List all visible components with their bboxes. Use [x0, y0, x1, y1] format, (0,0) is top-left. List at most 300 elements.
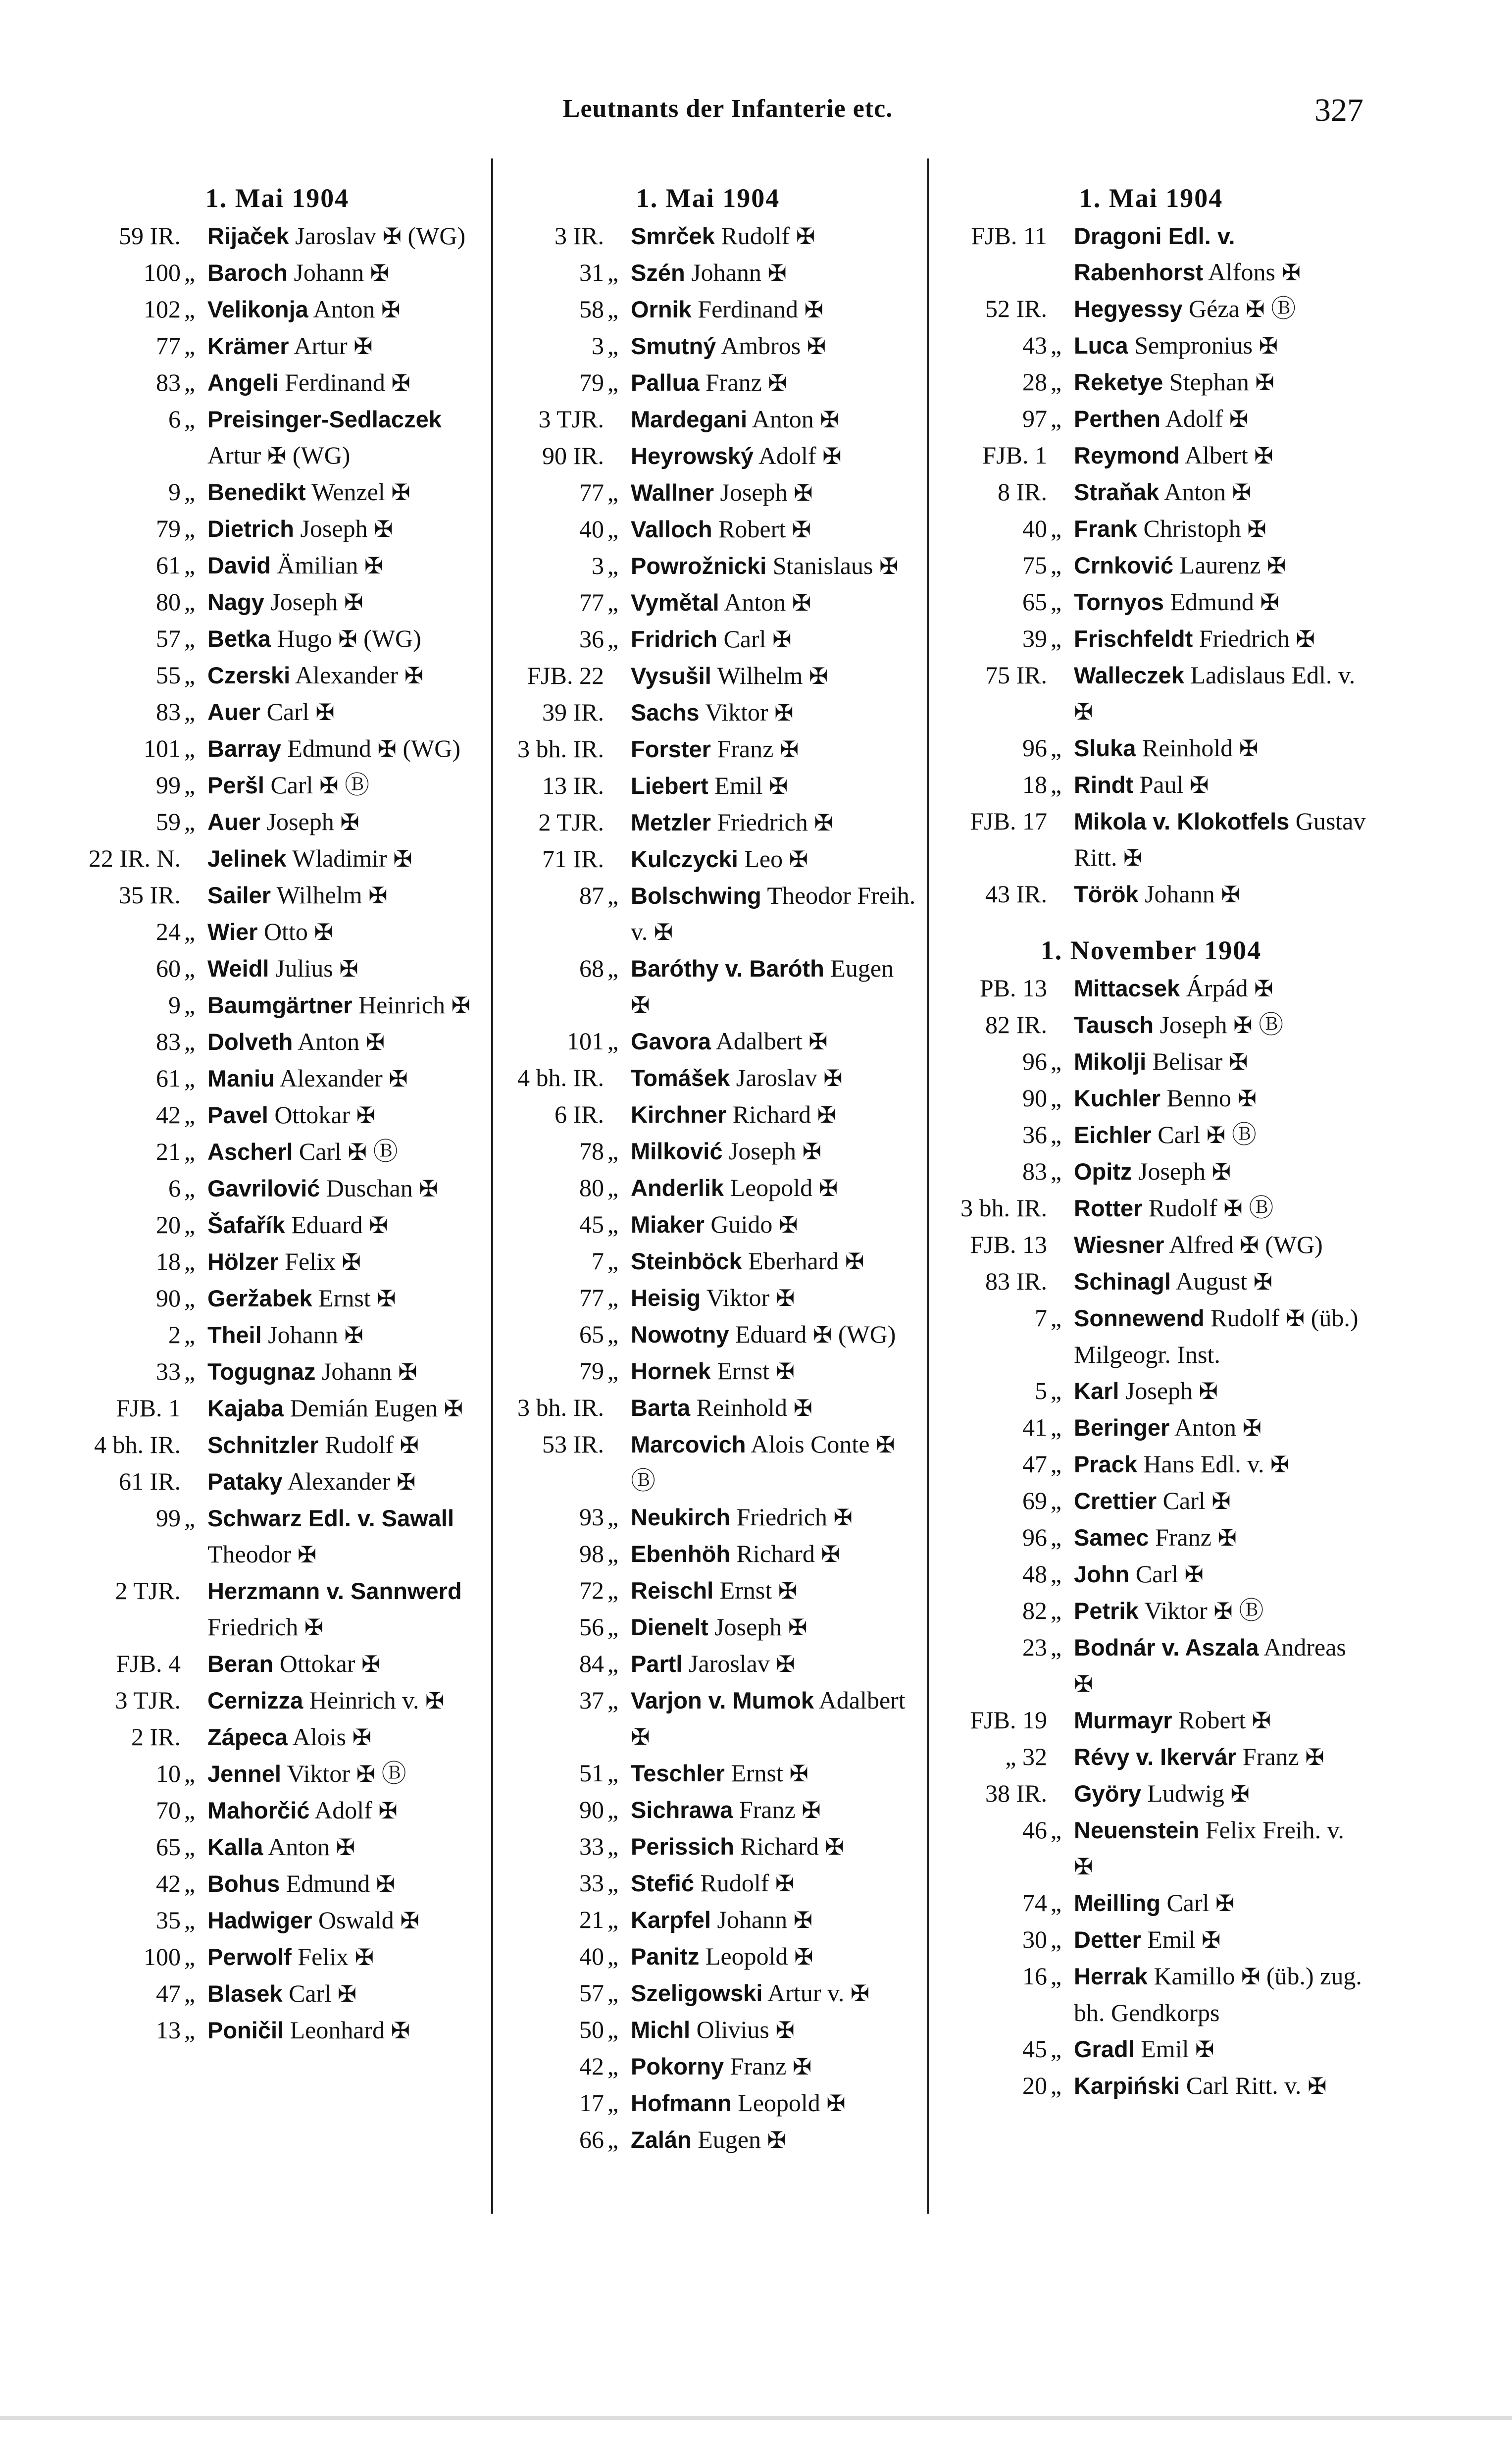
ditto-mark: „ — [184, 478, 196, 506]
surname: Sonnewend — [1074, 1305, 1205, 1331]
surname: Fridrich — [631, 626, 717, 652]
officer-text: Crnković Laurenz ✠ — [1074, 551, 1286, 579]
roster-entry — [933, 767, 1369, 803]
roster-entry — [933, 2031, 1369, 2068]
cross-icon: ✠ — [397, 1468, 416, 1495]
surname: Hornek — [631, 1358, 711, 1384]
roster-entry — [79, 1170, 475, 1207]
officer-text: Jennel Viktor ✠ Ⓑ — [207, 1760, 406, 1787]
cross-icon: ✠ — [391, 2017, 410, 2044]
ditto-mark — [181, 1646, 199, 1682]
unit-number: 4 bh. IR. — [94, 1431, 181, 1458]
unit-number: FJB. 1 — [116, 1394, 181, 1422]
surname: Tomášek — [631, 1065, 730, 1091]
running-head: Leutnants der Infanterie etc. — [562, 95, 893, 123]
ditto-mark: „ — [607, 1869, 619, 1897]
surname: Zalán — [631, 2127, 692, 2153]
ditto-mark: „ — [607, 1357, 619, 1385]
roster-entry — [500, 1938, 916, 1975]
unit-number: 6 IR. — [554, 1100, 604, 1128]
officer-text: Sluka Reinhold ✠ — [1074, 734, 1259, 762]
ditto-mark: „ — [1050, 1304, 1062, 1332]
cross-icon: ✠ — [304, 1614, 324, 1641]
officer-text: Ornik Ferdinand ✠ — [631, 295, 824, 323]
cross-icon: ✠ — [348, 1139, 367, 1165]
surname: Pavel — [207, 1102, 268, 1128]
surname: Czerski — [207, 662, 291, 688]
roster-entry — [500, 731, 916, 768]
surname: Beran — [207, 1651, 274, 1677]
cross-icon: ✠ — [825, 1833, 844, 1860]
ditto-mark — [181, 840, 199, 877]
unit-number: 36 — [1022, 1121, 1047, 1148]
officer-text: Milković Joseph ✠ — [631, 1137, 822, 1165]
cross-icon: ✠ — [879, 553, 899, 579]
cross-icon: ✠ — [1308, 2073, 1327, 2099]
roster-entry — [933, 1080, 1369, 1117]
roster-entry — [79, 474, 475, 511]
ditto-mark: „ — [607, 1796, 619, 1823]
ditto-mark: „ — [607, 1027, 619, 1055]
ditto-mark: „ — [1050, 368, 1062, 396]
officer-text: Ebenhöh Richard ✠ — [631, 1540, 840, 1567]
ditto-mark — [1047, 1739, 1065, 1775]
officer-text: Rotter Rudolf ✠ Ⓑ — [1074, 1194, 1274, 1222]
surname: Bodnár v. Aszala — [1074, 1634, 1259, 1661]
section-gap — [933, 913, 1369, 931]
surname: Šafařík — [207, 1212, 285, 1238]
surname: Ornik — [631, 296, 692, 322]
surname: Angeli — [207, 369, 279, 396]
roster-entry — [79, 1975, 475, 2012]
surname: Nowotny — [631, 1321, 729, 1348]
officer-text: Krämer Artur ✠ — [207, 332, 373, 360]
roster-entry — [500, 255, 916, 291]
officer-text: Pallua Franz ✠ — [631, 368, 787, 396]
unit-number: 46 — [1022, 1816, 1047, 1844]
officer-text: Frank Christoph ✠ — [1074, 515, 1266, 542]
officer-text: Kuchler Benno ✠ — [1074, 1084, 1257, 1112]
surname: Schwarz Edl. v. Sawall — [207, 1505, 454, 1531]
officer-text: Perissich Richard ✠ — [631, 1832, 844, 1860]
ditto-mark: „ — [184, 918, 196, 945]
cross-icon: ✠ — [772, 626, 792, 653]
surname: Tausch — [1074, 1012, 1154, 1038]
roster-entry — [79, 291, 475, 328]
roster-entry — [500, 1243, 916, 1280]
surname: Teschler — [631, 1760, 725, 1786]
unit-number: 75 — [1022, 551, 1047, 579]
cross-icon: ✠ — [1240, 1232, 1259, 1258]
roster-entry — [933, 876, 1369, 913]
surname: Karl — [1074, 1378, 1119, 1404]
roster-entry — [933, 657, 1369, 730]
ditto-mark: „ — [1050, 1962, 1062, 1990]
cross-icon: ✠ — [767, 2127, 787, 2153]
officer-text: Barray Edmund ✠ (WG) — [207, 734, 461, 762]
roster-entry — [933, 364, 1369, 401]
surname: Herrak — [1074, 1963, 1148, 1989]
unit-number: PB. 13 — [979, 974, 1047, 1002]
unit-number: 18 — [156, 1247, 181, 1275]
unit-number: 58 — [579, 295, 604, 323]
roster-entry — [79, 1024, 475, 1060]
officer-text: Reymond Albert ✠ — [1074, 441, 1273, 469]
roster-entry — [933, 1190, 1369, 1227]
ditto-mark: „ — [1050, 734, 1062, 762]
unit-number: 36 — [579, 625, 604, 653]
ditto-mark: „ — [1050, 551, 1062, 579]
ditto-mark — [1047, 970, 1065, 1007]
unit-number: 33 — [579, 1832, 604, 1860]
roster-entry — [933, 621, 1369, 657]
surname: Auer — [207, 809, 261, 835]
officer-text: Bohus Edmund ✠ — [207, 1869, 396, 1897]
cross-icon: ✠ — [267, 442, 287, 469]
unit-number: „ 32 — [1005, 1743, 1047, 1770]
roster-entry — [500, 1499, 916, 1536]
unit-number: 42 — [156, 1869, 181, 1897]
unit-number: 2 TJR. — [538, 808, 604, 836]
ditto-mark: „ — [184, 1504, 196, 1532]
surname: Gavrilović — [207, 1175, 320, 1201]
ditto-mark: „ — [607, 1759, 619, 1787]
surname: Prack — [1074, 1451, 1138, 1477]
ditto-mark: „ — [607, 2126, 619, 2153]
unit-number: 9 — [168, 478, 181, 506]
officer-text: Murmayr Robert ✠ — [1074, 1706, 1271, 1734]
roster-entry — [933, 1446, 1369, 1483]
unit-number: 3 TJR. — [538, 405, 604, 433]
cross-icon: ✠ — [393, 845, 412, 872]
roster-entry — [79, 1939, 475, 1975]
surname: Frank — [1074, 516, 1137, 542]
officer-text: Poničil Leonhard ✠ — [207, 2016, 410, 2044]
ditto-mark: „ — [1050, 1523, 1062, 1551]
unit-number: 83 — [156, 698, 181, 726]
roster-entry — [79, 1682, 475, 1719]
surname: Valloch — [631, 516, 712, 542]
surname: Rijaček — [207, 223, 289, 249]
unit-number: 68 — [579, 954, 604, 982]
surname: Poničil — [207, 2017, 284, 2043]
cross-icon: ✠ — [400, 1432, 419, 1458]
unit-number: 50 — [579, 2016, 604, 2043]
ditto-mark: „ — [1050, 2035, 1062, 2063]
cross-icon: ✠ — [876, 1431, 895, 1458]
ditto-mark: „ — [184, 1247, 196, 1275]
ditto-mark: „ — [184, 332, 196, 360]
surname: Stefić — [631, 1870, 694, 1896]
officer-text: Mikolji Belisar ✠ — [1074, 1047, 1248, 1075]
surname: Rindt — [1074, 772, 1134, 798]
roster-entry — [933, 1593, 1369, 1629]
surname: Karpiński — [1074, 2073, 1180, 2099]
surname: Varjon v. Mumok — [631, 1687, 814, 1713]
surname: Pallua — [631, 369, 700, 396]
cross-icon: ✠ — [1074, 1853, 1093, 1880]
surname: Wier — [207, 919, 258, 945]
cross-icon: ✠ — [391, 479, 410, 506]
unit-number: 33 — [156, 1357, 181, 1385]
officer-text: Rindt Paul ✠ — [1074, 771, 1209, 798]
officer-text: Metzler Friedrich ✠ — [631, 808, 833, 836]
unit-number: 3 TJR. — [115, 1686, 181, 1714]
surname: Velikonja — [207, 296, 308, 322]
surname: Reketye — [1074, 369, 1163, 395]
officer-text: Petrik Viktor ✠ Ⓑ — [1074, 1597, 1264, 1624]
unit-number: 70 — [156, 1796, 181, 1824]
roster-entry — [79, 511, 475, 547]
officer-text: Dragoni Edl. v. Rabenhorst Alfons ✠ — [1074, 223, 1301, 286]
surname: Hegyessy — [1074, 296, 1183, 322]
cross-icon: ✠ — [775, 1285, 795, 1311]
cross-icon: ✠ — [338, 625, 357, 652]
roster-entry — [500, 474, 916, 511]
officer-text: Szén Johann ✠ — [631, 259, 787, 286]
ditto-mark: „ — [184, 1174, 196, 1202]
unit-number: 3 — [592, 552, 604, 579]
officer-text: Sonnewend Rudolf ✠ (üb.) Milgeogr. Inst. — [1074, 1304, 1359, 1368]
officer-text: Luca Sempronius ✠ — [1074, 331, 1278, 359]
roster-entry — [933, 1775, 1369, 1812]
roster-entry — [500, 1280, 916, 1316]
officer-text: Vymětal Anton ✠ — [631, 588, 811, 616]
unit-number: 4 bh. IR. — [517, 1064, 604, 1091]
roster-entry — [79, 1866, 475, 1902]
ditto-mark — [1047, 474, 1065, 511]
roster-entry — [500, 1206, 916, 1243]
cross-icon: ✠ — [1285, 1305, 1305, 1332]
unit-number: FJB. 4 — [116, 1650, 181, 1677]
unit-number: 3 bh. IR. — [517, 735, 604, 763]
roster-entry — [933, 291, 1369, 327]
officer-text: Teschler Ernst ✠ — [631, 1759, 808, 1787]
unit-number: 39 — [1022, 624, 1047, 652]
cross-icon: ✠ — [451, 992, 470, 1019]
roster-entry — [79, 914, 475, 950]
surname: John — [1074, 1561, 1130, 1587]
officer-text: Prack Hans Edl. v. ✠ — [1074, 1450, 1290, 1478]
officer-text: Angeli Ferdinand ✠ — [207, 368, 410, 396]
surname: Petrik — [1074, 1598, 1139, 1624]
cross-icon: ✠ — [820, 406, 839, 433]
roster-entry — [500, 1975, 916, 2012]
roster-entry — [500, 1426, 916, 1499]
officer-text: Velikonja Anton ✠ — [207, 295, 401, 323]
officer-text: Eichler Carl ✠ Ⓑ — [1074, 1121, 1257, 1148]
cross-icon: ✠ — [774, 699, 794, 726]
cross-icon: ✠ — [378, 1797, 398, 1824]
ditto-mark — [1047, 1263, 1065, 1300]
ditto-mark: „ — [607, 1979, 619, 2007]
officer-text: Perthen Adolf ✠ — [1074, 405, 1249, 432]
surname: Dragoni Edl. v. Rabenhorst — [1074, 223, 1235, 285]
ditto-mark: „ — [607, 1174, 619, 1201]
cross-icon: ✠ — [419, 1175, 438, 1202]
roster-entry — [500, 804, 916, 841]
ditto-mark — [604, 1390, 622, 1426]
cross-icon: ✠ — [398, 1358, 417, 1385]
officer-text: Liebert Emil ✠ — [631, 772, 788, 799]
cross-icon: ✠ — [808, 1028, 828, 1055]
unit-number: 69 — [1022, 1487, 1047, 1514]
roster-entry — [79, 1097, 475, 1134]
ditto-mark: „ — [607, 1650, 619, 1677]
unit-number: 84 — [579, 1650, 604, 1677]
ditto-mark: „ — [1050, 1157, 1062, 1185]
surname: Neuenstein — [1074, 1817, 1200, 1843]
surname: Zápeca — [207, 1724, 288, 1750]
roster-entry — [79, 1463, 475, 1500]
ditto-mark — [181, 1390, 199, 1427]
ditto-mark: „ — [607, 1210, 619, 1238]
unit-number: 5 — [1035, 1377, 1047, 1404]
ditto-mark: „ — [184, 1796, 196, 1824]
unit-number: 18 — [1022, 771, 1047, 798]
cross-icon: ✠ — [631, 1723, 650, 1750]
surname: Walleczek — [1074, 662, 1184, 688]
officer-text: Miaker Guido ✠ — [631, 1210, 798, 1238]
surname: Györy — [1074, 1780, 1141, 1807]
officer-text: Perwolf Felix ✠ — [207, 1943, 374, 1971]
column-3 — [933, 178, 1369, 2104]
ditto-mark — [604, 401, 622, 438]
cross-icon: ✠ — [808, 663, 828, 689]
surname: Karpfel — [631, 1907, 711, 1933]
surname: Peršl — [207, 772, 264, 798]
officer-text: Meilling Carl ✠ — [1074, 1889, 1235, 1917]
unit-number: 102 — [144, 295, 181, 323]
unit-number: 72 — [579, 1576, 604, 1604]
roster-entry — [933, 1227, 1369, 1263]
ditto-mark: „ — [184, 624, 196, 652]
surname: Neukirch — [631, 1504, 731, 1530]
cross-icon: ✠ — [814, 809, 833, 836]
unit-number: 40 — [1022, 515, 1047, 542]
unit-number: 100 — [144, 1943, 181, 1971]
cross-icon: ✠ — [1202, 1926, 1221, 1953]
cross-icon: ✠ — [391, 369, 410, 396]
ditto-mark: „ — [184, 1979, 196, 2007]
surname: Sluka — [1074, 735, 1136, 761]
unit-number: 99 — [156, 1504, 181, 1532]
ditto-mark — [1047, 291, 1065, 327]
surname: Schinagl — [1074, 1268, 1171, 1295]
roster-entry — [500, 1865, 916, 1902]
cross-icon: ✠ — [376, 1870, 396, 1897]
ditto-mark: „ — [184, 1869, 196, 1897]
unit-number: 79 — [156, 515, 181, 542]
ditto-mark: „ — [607, 2089, 619, 2117]
unit-number: 101 — [567, 1027, 604, 1055]
unit-number: 31 — [579, 259, 604, 286]
ditto-mark: „ — [184, 1101, 196, 1129]
officer-text: Pokorny Franz ✠ — [631, 2052, 812, 2080]
ditto-mark: „ — [1050, 624, 1062, 652]
cross-icon: ✠ — [804, 296, 824, 323]
surname: Gavora — [631, 1028, 711, 1054]
roster-entry — [500, 1609, 916, 1646]
section-date: 1. Mai 1904 — [205, 183, 350, 213]
officer-text: Dolveth Anton ✠ — [207, 1028, 385, 1055]
ditto-mark: „ — [607, 588, 619, 616]
ditto-mark — [1047, 1775, 1065, 1812]
roster-entry — [79, 877, 475, 914]
cross-icon: ✠ — [1228, 1048, 1248, 1075]
ditto-mark: „ — [607, 2052, 619, 2080]
cross-icon: ✠ — [1206, 1122, 1226, 1148]
cross-icon: ✠ — [818, 1175, 838, 1201]
unit-number: 42 — [579, 2052, 604, 2080]
unit-number: 3 bh. IR. — [517, 1394, 604, 1421]
roster-entry — [79, 1244, 475, 1280]
roster-entry — [933, 1263, 1369, 1300]
cross-icon: ✠ — [425, 1687, 445, 1714]
surname: Dietrich — [207, 516, 294, 542]
officer-text: Tornyos Edmund ✠ — [1074, 588, 1279, 616]
officer-text: Michl Olivius ✠ — [631, 2016, 795, 2043]
roster-entry — [79, 950, 475, 987]
officer-text: Dienelt Joseph ✠ — [631, 1613, 807, 1641]
cross-icon: ✠ — [354, 1944, 374, 1971]
officer-text: Crettier Carl ✠ — [1074, 1487, 1231, 1514]
roster-entry — [79, 1280, 475, 1317]
officer-text: Panitz Leopold ✠ — [631, 1942, 813, 1970]
cross-icon: ✠ — [1223, 1195, 1243, 1222]
unit-number: 41 — [1022, 1413, 1047, 1441]
officer-text: Fridrich Carl ✠ — [631, 625, 792, 653]
cross-icon: ✠ — [826, 2090, 846, 2117]
surname: Opitz — [1074, 1158, 1132, 1185]
roster-entry — [500, 401, 916, 438]
unit-number: FJB. 1 — [982, 441, 1047, 469]
surname: Powrožnicki — [631, 553, 767, 579]
cross-icon: ✠ — [1229, 406, 1249, 432]
cross-icon: ✠ — [356, 1102, 376, 1129]
roster-entry — [500, 2012, 916, 2048]
ditto-mark: „ — [607, 552, 619, 579]
unit-number: 74 — [1022, 1889, 1047, 1917]
unit-number: 47 — [1022, 1450, 1047, 1478]
unit-number: FJB. 13 — [970, 1231, 1047, 1258]
unit-number: 37 — [579, 1686, 604, 1714]
officer-text: Baróthy v. Baróth Eugen ✠ — [631, 954, 894, 1018]
officer-text: Reketye Stephan ✠ — [1074, 368, 1274, 396]
ditto-mark — [604, 1060, 622, 1096]
surname: Heisig — [631, 1285, 701, 1311]
cross-icon: ✠ — [1211, 1158, 1231, 1185]
cross-icon: ✠ — [400, 1907, 419, 1934]
roster-entry — [933, 1921, 1369, 1958]
ditto-mark: „ — [607, 332, 619, 360]
surname: Mardegani — [631, 406, 748, 432]
unit-number: 96 — [1022, 1047, 1047, 1075]
surname: Geržabek — [207, 1285, 312, 1311]
officer-text: Cernizza Heinrich v. ✠ — [207, 1686, 445, 1714]
surname: Sichrawa — [631, 1797, 733, 1823]
unit-number: 78 — [579, 1137, 604, 1165]
officer-text: Maniu Alexander ✠ — [207, 1064, 408, 1092]
cross-icon: ✠ — [370, 260, 390, 286]
cross-icon: ✠ — [1233, 1012, 1253, 1038]
ditto-mark: „ — [1050, 1889, 1062, 1917]
unit-number: 56 — [579, 1613, 604, 1641]
ditto-mark: „ — [1050, 588, 1062, 616]
unit-number: 75 IR. — [985, 661, 1047, 689]
officer-text: Blasek Carl ✠ — [207, 1979, 357, 2007]
cross-icon: ✠ — [1241, 1963, 1260, 1990]
